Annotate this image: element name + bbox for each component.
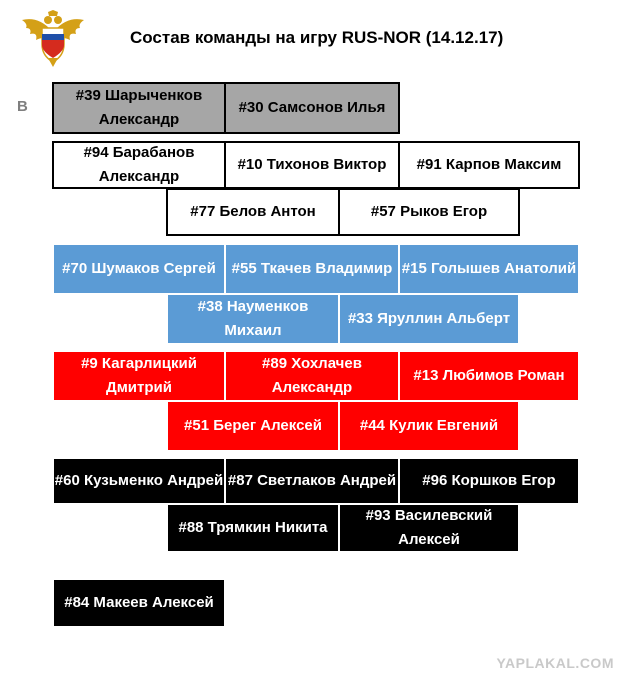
player-cell-red-forward-2: #89 Хохлачев Александр bbox=[224, 350, 400, 402]
russian-eagle-emblem-icon bbox=[18, 10, 88, 68]
player-cell-black-defense-2: #93 Василевский Алексей bbox=[338, 503, 520, 553]
player-cell-white-defense-2: #57 Рыков Егор bbox=[338, 188, 520, 236]
player-cell-blue-defense-2: #33 Яруллин Альберт bbox=[338, 293, 520, 345]
page-title: Состав команды на игру RUS-NOR (14.12.17) bbox=[130, 28, 504, 47]
side-label: В bbox=[17, 98, 28, 115]
player-cell-white-forward-2: #10 Тихонов Виктор bbox=[224, 141, 400, 189]
player-cell-red-defense-2: #44 Кулик Евгений bbox=[338, 400, 520, 452]
player-cell-blue-forward-1: #70 Шумаков Сергей bbox=[52, 243, 226, 295]
player-cell-white-forward-1: #94 Барабанов Александр bbox=[52, 141, 226, 189]
player-cell-blue-forward-2: #55 Ткачев Владимир bbox=[224, 243, 400, 295]
player-cell-blue-forward-3: #15 Голышев Анатолий bbox=[398, 243, 580, 295]
player-cell-white-defense-1: #77 Белов Антон bbox=[166, 188, 340, 236]
player-cell-goalie-1: #39 Шарыченков Александр bbox=[52, 82, 226, 134]
player-cell-black-forward-1: #60 Кузьменко Андрей bbox=[52, 457, 226, 505]
player-cell-black-defense-1: #88 Трямкин Никита bbox=[166, 503, 340, 553]
player-cell-goalie-2: #30 Самсонов Илья bbox=[224, 82, 400, 134]
watermark: YAPLAKAL.COM bbox=[496, 655, 614, 671]
player-cell-black-forward-2: #87 Светлаков Андрей bbox=[224, 457, 400, 505]
player-cell-red-defense-1: #51 Берег Алексей bbox=[166, 400, 340, 452]
player-cell-red-forward-1: #9 Кагарлицкий Дмитрий bbox=[52, 350, 226, 402]
player-cell-blue-defense-1: #38 Науменков Михаил bbox=[166, 293, 340, 345]
player-cell-extra: #84 Макеев Алексей bbox=[52, 578, 226, 628]
player-cell-white-forward-3: #91 Карпов Максим bbox=[398, 141, 580, 189]
player-cell-black-forward-3: #96 Коршков Егор bbox=[398, 457, 580, 505]
player-cell-red-forward-3: #13 Любимов Роман bbox=[398, 350, 580, 402]
